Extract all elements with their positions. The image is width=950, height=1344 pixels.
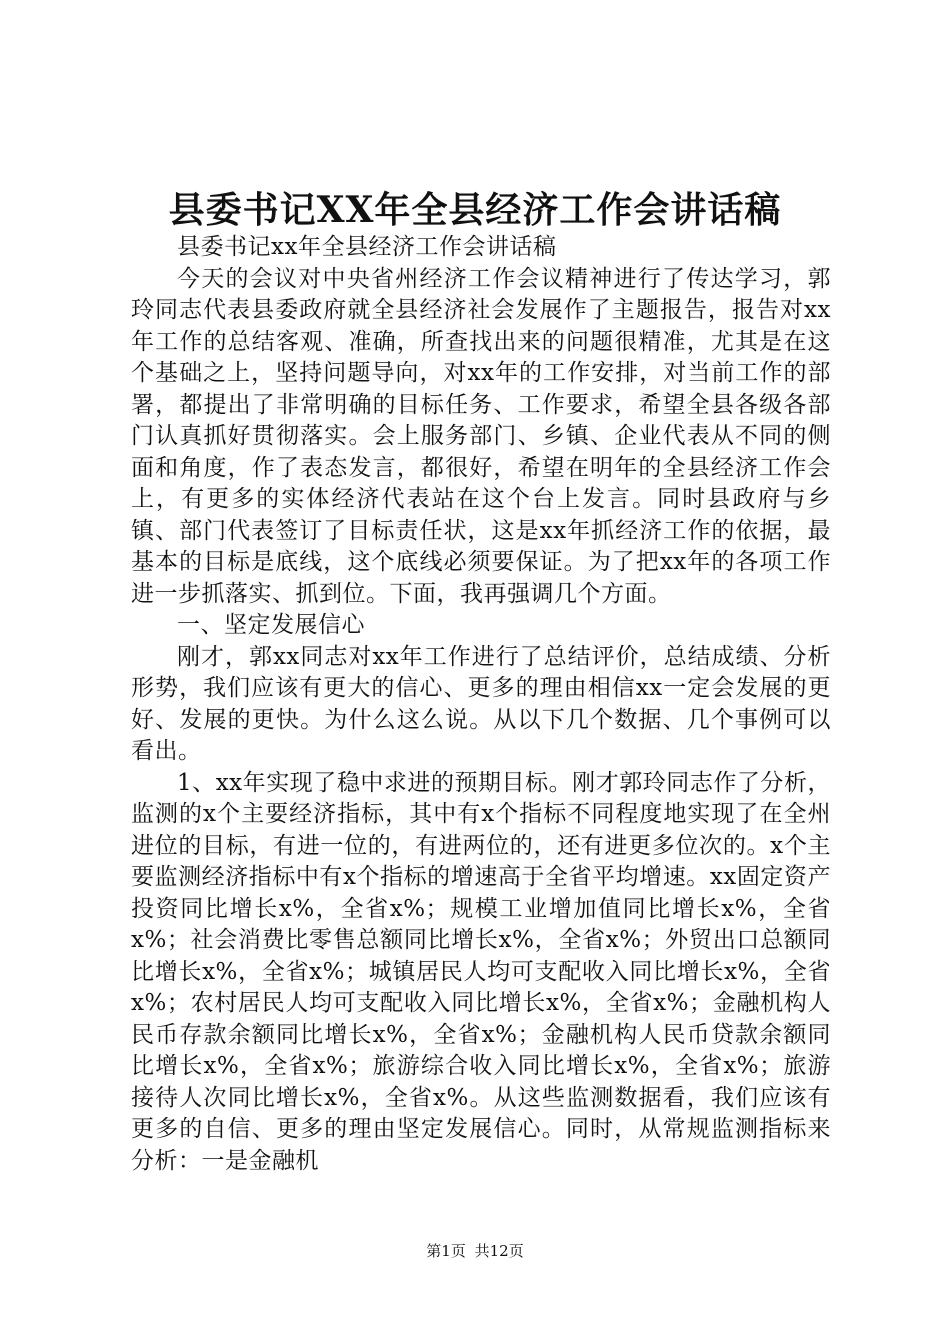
document-body xyxy=(131,232,831,1177)
page-number: 第1页 xyxy=(426,1242,466,1260)
section-heading: 一、坚定发展信心 xyxy=(177,612,365,638)
body-paragraph: 1、xx年实现了稳中求进的预期目标。刚才郭玲同志作了分析，监测的x个主要经济指标，其中有x个指标不同程度地实现了在全州进位的目标，有进一位的，有进两位的，还有进更多位次的。x个主要监测经济指标中有x个指标的增速高于全省平均增速。xx固定资产投资同比增长x%，全省x%；规模工业增加值同比增长x%，全省x%；社会消费比零售总额同比增长x%，全省x%；外贸出口总额同比增长x%，全省x%；城镇居民人均可支配收入同比增长x%，全省x%；农村居民人均可支配收入同比增长x%，全省x%；金融机构人民币存款余额同比增长x%，全省x%；金融机构人民币贷款余额同比增长x%，全省x%；旅游综合收入同比增长x%，全省x%；旅游接待人次同比增长x%，全省x%。从这些监测数据看，我们应该有更多的自信、更多的理由坚定发展信心。同时，从常规监测指标来分析：一是金融机 xyxy=(131,769,831,1174)
page-title: 县委书记XX年全县经济工作会讲话稿 xyxy=(168,189,782,231)
page-footer xyxy=(0,1241,950,1261)
body-paragraph: 刚才，郭xx同志对xx年工作进行了总结评价，总结成绩、分析形势，我们应该有更大的信心、更多的理由相信xx一定会发展的更好、发展的更快。为什么这么说。从以下几个数据、几个事例可以看出。 xyxy=(131,643,831,764)
page-total: 共12页 xyxy=(474,1242,524,1260)
subtitle-paragraph: 县委书记xx年全县经济工作会讲话稿 xyxy=(177,234,557,260)
intro-paragraph: 今天的会议对中央省州经济工作会议精神进行了传达学习，郭玲同志代表县委政府就全县经济社会发展作了主题报告，报告对xx年工作的总结客观、准确，所查找出来的问题很精准，尤其是在这个基础之上，坚持问题导向，对xx年的工作安排，对当前工作的部署，都提出了非常明确的目标任务、工作要求，希望全县各级各部门认真抓好贯彻落实。会上服务部门、乡镇、企业代表从不同的侧面和角度，作了表态发言，都很好，希望在明年的全县经济工作会上，有更多的实体经济代表站在这个台上发言。同时县政府与乡镇、部门代表签订了目标责任状，这是xx年抓经济工作的依据，最基本的目标是底线，这个底线必须要保证。为了把xx年的各项工作进一步抓落实、抓到位。下面，我再强调几个方面。 xyxy=(131,265,831,607)
